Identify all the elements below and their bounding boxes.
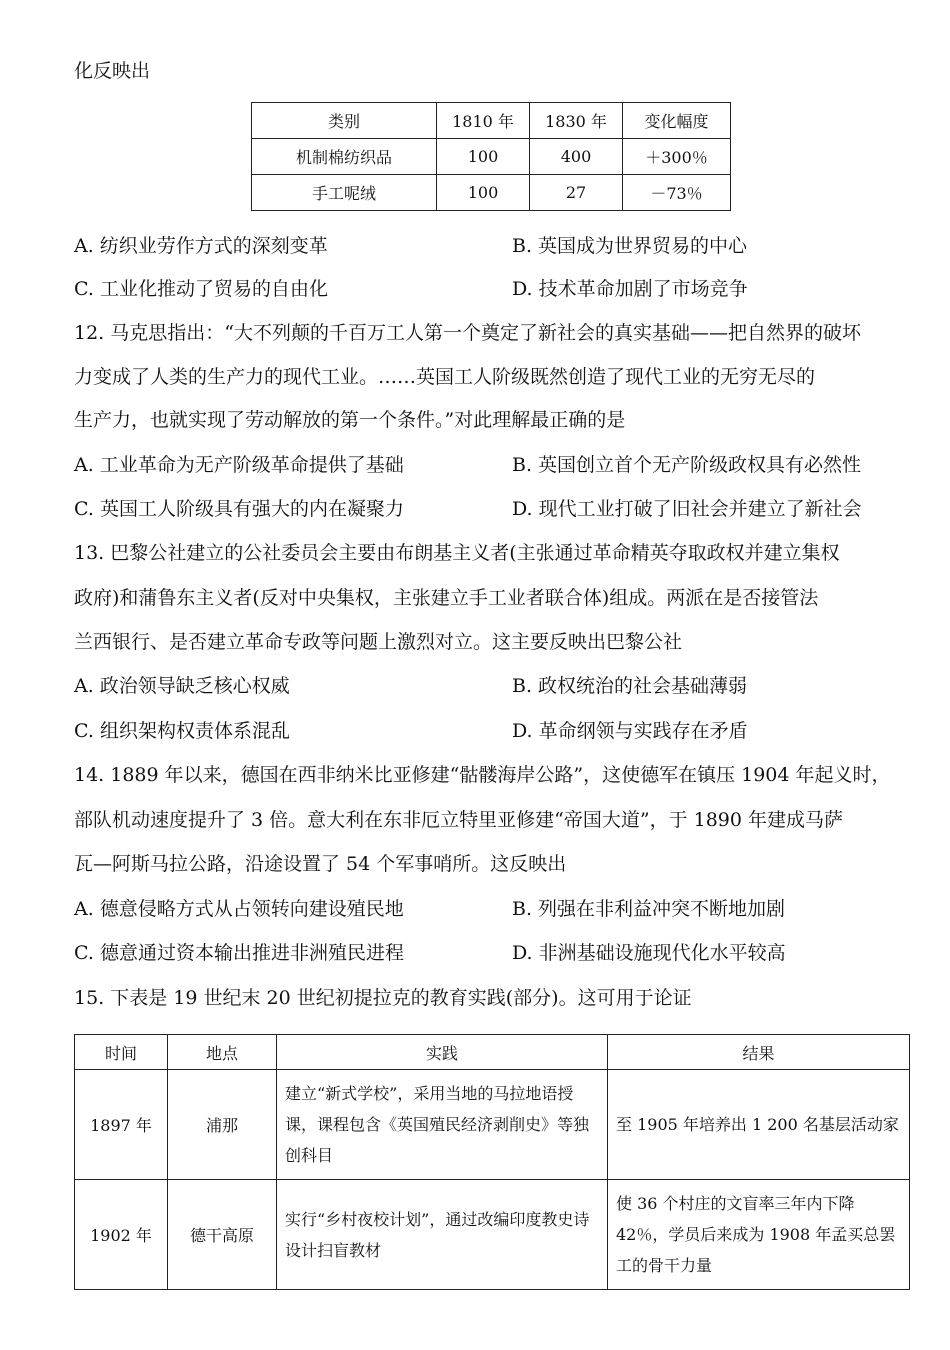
cell: 手工呢绒 (252, 175, 437, 211)
cell-time: 1897 年 (75, 1070, 168, 1180)
table-row (252, 175, 731, 211)
q11-option-b: B. 英国成为世界贸易的中心 (512, 235, 748, 257)
q13-option-c: C. 组织架构权责体系混乱 (74, 720, 290, 742)
q12-option-c: C. 英国工人阶级具有强大的内在凝聚力 (74, 498, 404, 520)
q12-option-d: D. 现代工业打破了旧社会并建立了新社会 (512, 498, 862, 520)
table-row (75, 1180, 910, 1290)
q14-option-b: B. 列强在非利益冲突不断地加剧 (512, 898, 786, 920)
table-header-row (75, 1035, 910, 1070)
q11-option-a: A. 纺织业劳作方式的深刻变革 (74, 235, 328, 257)
col-1810: 1810 年 (437, 103, 530, 139)
q13-option-b: B. 政权统治的社会基础薄弱 (512, 675, 748, 697)
table-row (75, 1070, 910, 1180)
cell: 100 (437, 139, 530, 175)
col-change: 变化幅度 (623, 103, 731, 139)
q13-option-a: A. 政治领导缺乏核心权威 (74, 675, 290, 697)
q13-line-2: 政府)和蒲鲁东主义者(反对中央集权，主张建立手工业者联合体)组成。两派在是否接管法 (74, 587, 819, 609)
cell-place: 浦那 (168, 1070, 277, 1180)
q14-option-c: C. 德意通过资本输出推进非洲殖民进程 (74, 942, 404, 964)
col-place: 地点 (168, 1035, 277, 1070)
cell-practice: 建立“新式学校”，采用当地的马拉地语授课，课程包含《英国殖民经济剥削史》等独创科目 (277, 1070, 608, 1180)
q13-option-d: D. 革命纲领与实践存在矛盾 (512, 720, 748, 742)
q13-line-3: 兰西银行、是否建立革命专政等问题上激烈对立。这主要反映出巴黎公社 (74, 631, 683, 653)
table-row (252, 139, 731, 175)
cell: ＋300％ (623, 139, 731, 175)
cell: 100 (437, 175, 530, 211)
q14-line-1: 14. 1889 年以来，德国在西非纳米比亚修建“骷髅海岸公路”，这使德军在镇压 1904 年起义时， (74, 764, 891, 786)
q12-line-3: 生产力，也就实现了劳动解放的第一个条件。”对此理解最正确的是 (74, 409, 626, 431)
cell-place: 德干高原 (168, 1180, 277, 1290)
q14-option-a: A. 德意侵略方式从占领转向建设殖民地 (74, 898, 404, 920)
cell-result: 使 36 个村庄的文盲率三年内下降 42％，学员后来成为 1908 年孟买总罢工的骨干力量 (608, 1180, 910, 1290)
col-result: 结果 (608, 1035, 910, 1070)
q13-line-1: 13. 巴黎公社建立的公社委员会主要由布朗基主义者(主张通过革命精英夺取政权并建立集权 (74, 542, 840, 564)
col-category: 类别 (252, 103, 437, 139)
cell-practice: 实行“乡村夜校计划”，通过改编印度教史诗设计扫盲教材 (277, 1180, 608, 1290)
cell-time: 1902 年 (75, 1180, 168, 1290)
table-textile-change (251, 102, 731, 211)
cell: 27 (530, 175, 623, 211)
cell-result: 至 1905 年培养出 1 200 名基层活动家 (608, 1070, 910, 1180)
q12-line-2: 力变成了人类的生产力的现代工业。……英国工人阶级既然创造了现代工业的无穷无尽的 (74, 366, 816, 388)
table-header-row (252, 103, 731, 139)
q12-line-1: 12. 马克思指出：“大不列颠的千百万工人第一个奠定了新社会的真实基础——把自然界的破坏 (74, 322, 861, 344)
q14-line-3: 瓦—阿斯马拉公路，沿途设置了 54 个军事哨所。这反映出 (74, 853, 567, 875)
q12-option-b: B. 英国创立首个无产阶级政权具有必然性 (512, 454, 862, 476)
col-practice: 实践 (277, 1035, 608, 1070)
q14-option-d: D. 非洲基础设施现代化水平较高 (512, 942, 786, 964)
q11-option-d: D. 技术革命加剧了市场竞争 (512, 278, 748, 300)
col-1830: 1830 年 (530, 103, 623, 139)
cell: 机制棉纺织品 (252, 139, 437, 175)
intro-line: 化反映出 (74, 60, 151, 82)
cell: 400 (530, 139, 623, 175)
col-time: 时间 (75, 1035, 168, 1070)
q15-stem: 15. 下表是 19 世纪末 20 世纪初提拉克的教育实践(部分)。这可用于论证 (74, 987, 692, 1009)
q14-line-2: 部队机动速度提升了 3 倍。意大利在东非厄立特里亚修建“帝国大道”，于 1890 年建成马萨 (74, 809, 844, 831)
q12-option-a: A. 工业革命为无产阶级革命提供了基础 (74, 454, 404, 476)
table-tilak-education (74, 1034, 910, 1290)
q11-option-c: C. 工业化推动了贸易的自由化 (74, 278, 328, 300)
cell: －73％ (623, 175, 731, 211)
